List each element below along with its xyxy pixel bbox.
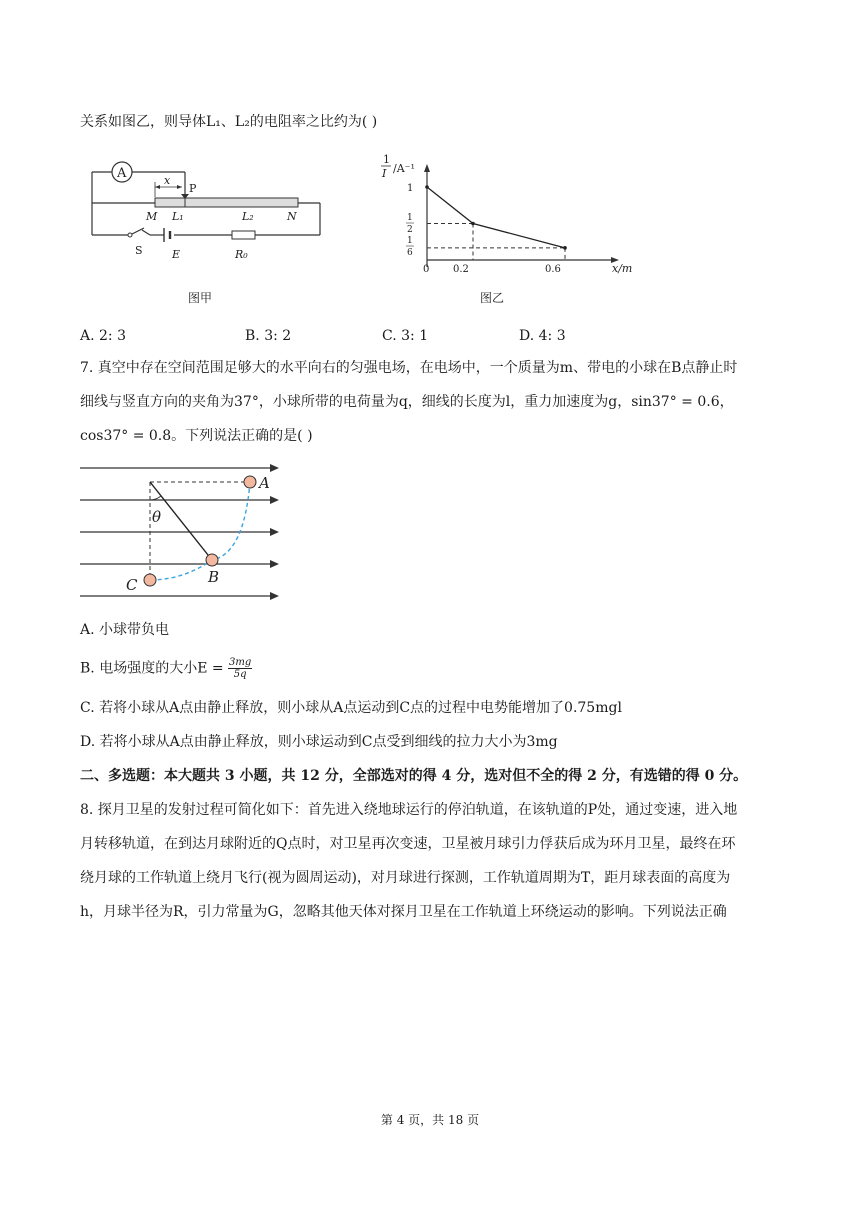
section-2-header: 二、多选题：本大题共 3 小题，共 12 分，全部选对的得 4 分，选对但不全的得 2 分，有选错的得 0 分。 [80, 768, 748, 784]
ammeter-label: A [117, 166, 127, 181]
q7-option-c[interactable]: C. 若将小球从A点由静止释放，则小球从A点运动到C点的过程中电势能增加了0.75mgl [80, 700, 622, 716]
label-P: P [189, 182, 197, 195]
data-point-1 [471, 222, 475, 226]
xtick-0.6: 0.6 [545, 264, 561, 275]
label-point-C: C [126, 576, 138, 594]
q8-stem-line1: 8. 探月卫星的发射过程可简化如下：首先进入绕地球运行的停泊轨道，在该轨道的P处，通过变速，进入地 [80, 802, 738, 818]
ytick-1: 1 [407, 183, 414, 194]
label-M: M [146, 210, 158, 223]
q7-option-a[interactable]: A. 小球带负电 [80, 622, 170, 638]
ytick-sixth-num: 1 [407, 236, 413, 246]
xtick-0.2: 0.2 [453, 264, 469, 275]
figure-q7-field [78, 458, 288, 608]
q7-stem-line3: cos37° = 0.8。下列说法正确的是( ) [80, 428, 313, 444]
q8-stem-line3: 绕月球的工作轨道上绕月飞行(视为圆周运动)，对月球进行探测，工作轨道周期为T，距月球表面的高度为 [80, 870, 731, 886]
q6-option-c[interactable]: C. 3: 1 [382, 328, 429, 344]
q6-tail-text: 关系如图乙，则导体L₁、L₂的电阻率之比约为( ) [80, 114, 378, 130]
caption-yi: 图乙 [480, 291, 505, 305]
label-point-A: A [259, 474, 270, 492]
q7-stem-line1: 7. 真空中存在空间范围足够大的水平向右的匀强电场，在电场中，一个质量为m、带电的小球在B点静止时 [80, 360, 738, 376]
conductor-rod [155, 198, 298, 207]
q6-option-a[interactable]: A. 2: 3 [80, 328, 126, 344]
xtick-0: 0 [423, 264, 430, 275]
ytick-half-den: 2 [407, 225, 413, 235]
label-x: x [164, 174, 171, 187]
ytick-half-num: 1 [407, 213, 413, 223]
q8-stem-line2: 月转移轨道，在到达月球附近的Q点时，对卫星再次变速，卫星被月球引力俘获后成为环月卫星，最终在环 [80, 836, 736, 852]
q7-option-b-prefix: B. 电场强度的大小E = [80, 660, 229, 677]
fraction-numerator: 3mg [229, 657, 252, 668]
xlabel: x/m [612, 262, 633, 275]
figure-jia-circuit [80, 150, 330, 310]
page-footer: 第 4 页，共 18 页 [380, 1113, 480, 1127]
ylabel-num: 1 [383, 153, 390, 166]
ylabel-unit: /A⁻¹ [393, 162, 415, 175]
data-point-0 [425, 185, 429, 189]
q7-stem-line2: 细线与竖直方向的夹角为37°，小球所带的电荷量为q，细线的长度为l，重力加速度为g，sin37° = 0.6， [80, 394, 734, 410]
q6-option-d[interactable]: D. 4: 3 [519, 328, 566, 344]
label-R0: R₀ [235, 248, 248, 261]
caption-jia: 图甲 [188, 291, 213, 305]
ylabel-den: I [382, 167, 387, 180]
label-L1: L₁ [172, 210, 184, 223]
label-E: E [172, 248, 181, 261]
q7-option-b-fraction [228, 657, 252, 680]
label-N: N [287, 210, 297, 223]
series-line [427, 187, 565, 248]
fraction-denominator: 5q [233, 669, 247, 680]
label-theta: θ [152, 508, 162, 526]
label-S: S [135, 244, 143, 257]
ytick-sixth-den: 6 [407, 248, 413, 258]
q8-stem-line4: h，月球半径为R，引力常量为G，忽略其他天体对探月卫星在工作轨道上环绕运动的影响。下列说法正确 [80, 904, 727, 920]
figure-yi-graph [370, 150, 660, 310]
label-L2: L₂ [242, 210, 254, 223]
label-point-B: B [208, 568, 220, 586]
data-point-2 [563, 246, 567, 250]
q7-option-d[interactable]: D. 若将小球从A点由静止释放，则小球运动到C点受到细线的拉力大小为3mg [80, 734, 558, 750]
q6-option-b[interactable]: B. 3: 2 [245, 328, 292, 344]
q7-option-b[interactable] [80, 657, 252, 680]
